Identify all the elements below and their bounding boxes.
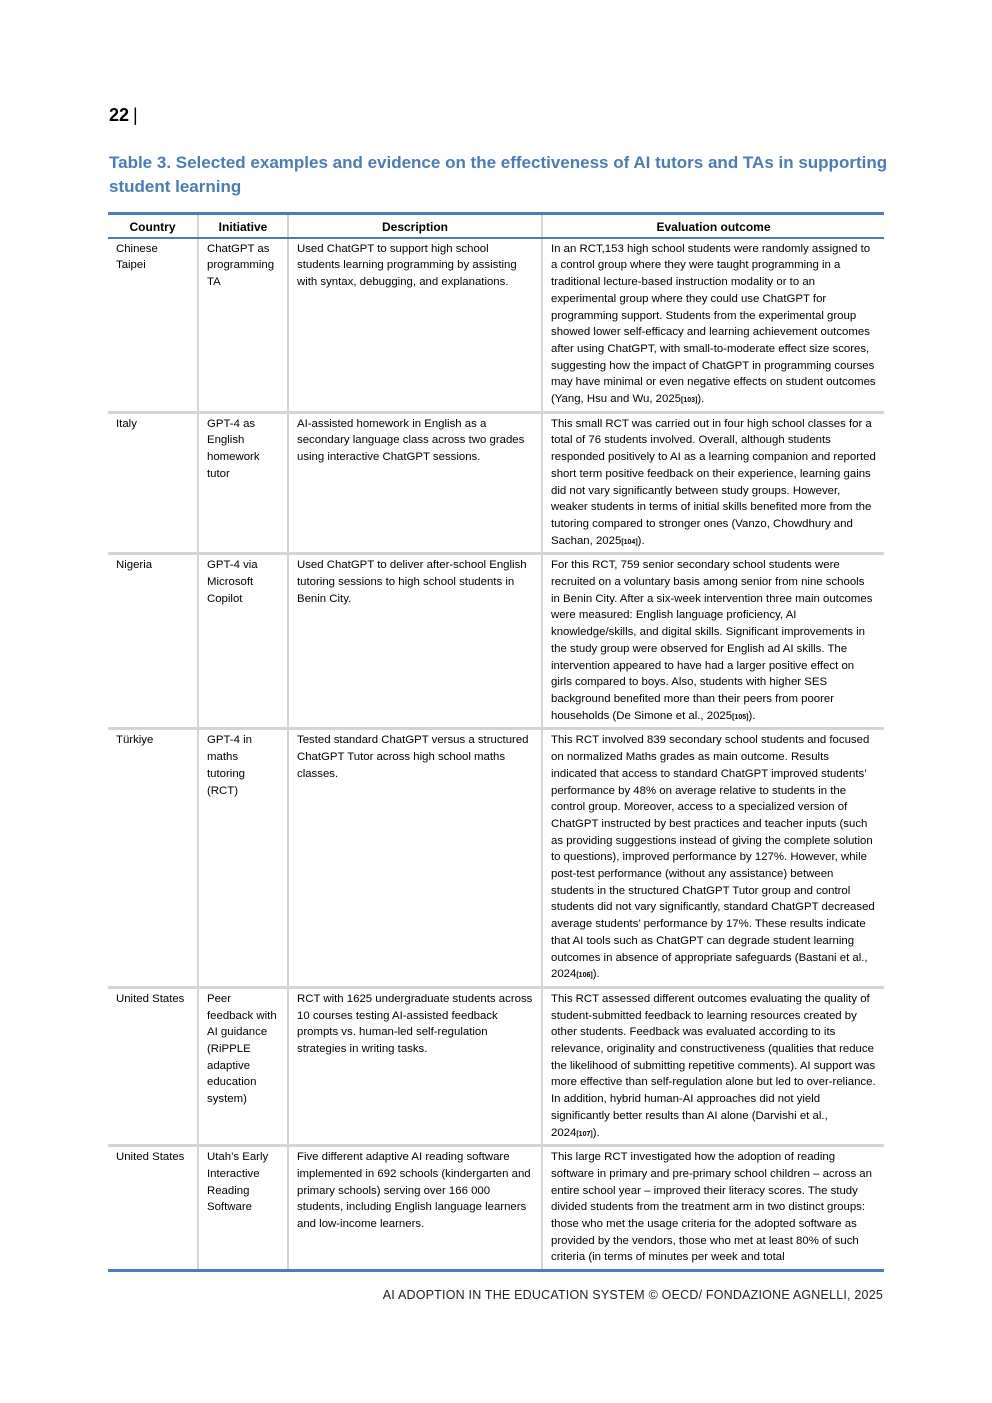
cell-initiative: Utah’s Early Interactive Reading Software xyxy=(198,1146,288,1271)
outcome-end: ). xyxy=(592,1126,600,1139)
evidence-table xyxy=(108,212,884,1272)
cell-initiative: GPT-4 in maths tutoring (RCT) xyxy=(198,729,288,988)
outcome-end: ). xyxy=(592,968,600,981)
cell-outcome xyxy=(542,554,884,729)
table-row xyxy=(108,729,884,988)
reference-marker: [103] xyxy=(681,397,698,405)
cell-description: Used ChatGPT to deliver after-school English tutoring sessions to high school students in Benin City. xyxy=(288,554,542,729)
cell-country: Nigeria xyxy=(108,554,198,729)
outcome-end: ). xyxy=(637,534,645,547)
reference-marker: [107] xyxy=(576,1130,593,1138)
page-number xyxy=(109,105,138,126)
table-header xyxy=(108,214,884,238)
cell-country: Italy xyxy=(108,412,198,554)
outcome-end: ). xyxy=(697,393,705,406)
cell-country: United States xyxy=(108,1146,198,1271)
cell-outcome xyxy=(542,412,884,554)
cell-country: Türkiye xyxy=(108,729,198,988)
header-country: Country xyxy=(108,214,198,238)
table-row xyxy=(108,238,884,413)
outcome-text: This large RCT investigated how the adoption of reading software in primary and pre-primary school children – across an entire school year – improved their literacy scores. The study divided students from the treatment arm in two distinct groups: those who met the usage criteria for the adopted software as provided by the vendors, those who met at least 80% of such criteria (in terms of minutes per week and total xyxy=(551,1151,872,1264)
reference-marker: [106] xyxy=(576,972,593,980)
cell-country: United States xyxy=(108,987,198,1145)
cell-description: Five different adaptive AI reading software implemented in 692 schools (kindergarten and primary schools) serving over 166 000 students, including English language learners and low-income learners. xyxy=(288,1146,542,1271)
cell-description: RCT with 1625 undergraduate students across 10 courses testing AI-assisted feedback prompts vs. human-led self-regulation strategies in writing tasks. xyxy=(288,987,542,1145)
page-number-value: 22 xyxy=(109,105,130,125)
header-initiative: Initiative xyxy=(198,214,288,238)
table-row xyxy=(108,412,884,554)
table-title: Table 3. Selected examples and evidence on the effectiveness of AI tutors and TAs in supporting student learning xyxy=(109,153,888,196)
cell-initiative: Peer feedback with AI guidance (RiPPLE adaptive education system) xyxy=(198,987,288,1145)
cell-outcome xyxy=(542,238,884,413)
outcome-text: This RCT assessed different outcomes evaluating the quality of student-submitted feedback to learning resources created by other students. Feedback was evaluated according to its relevance, originality and constructiveness (qualities that reduce the likelihood of submitting repetitive comments). AI support was more effective than self-regulation alone but led to over-reliance. In addition, hybrid human-AI approaches did not yield significantly better results than AI alone (Darvishi et al., 2024 xyxy=(551,992,876,1139)
reference-marker: [105] xyxy=(732,713,749,721)
cell-description: Tested standard ChatGPT versus a structured ChatGPT Tutor across high school maths classes. xyxy=(288,729,542,988)
cell-country: Chinese Taipei xyxy=(116,242,158,272)
cell-outcome xyxy=(542,729,884,988)
outcome-text: For this RCT, 759 senior secondary school students were recruited on a voluntary basis among senior from nine schools in Benin City. After a six-week intervention three main outcomes were measured: English language proficiency, AI knowledge/skills, and digital skills. Significant improvements in the study group were observed for English ad AI skills. The intervention appeared to have had a larger positive effect on girls compared to boys. Also, students with higher SES background benefited more than their peers from poorer households (De Simone et al., 2025 xyxy=(551,559,873,722)
cell-outcome xyxy=(542,1146,884,1271)
header-row xyxy=(108,214,884,238)
page-number-separator: | xyxy=(133,105,138,125)
table-row xyxy=(108,554,884,729)
cell-description: Used ChatGPT to support high school students learning programming by assisting with syntax, debugging, and explanations. xyxy=(288,238,542,413)
outcome-text: This RCT involved 839 secondary school students and focused on normalized Maths grades as main outcome. Results indicated that access to standard ChatGPT improved students’ performance by 48% on average relative to students in the control group. Moreover, access to a specialized version of ChatGPT instructed by best practices and teacher inputs (such as providing suggestions instead of giving the complete solution to questions), improved performance by 127%. However, while post-test performance (without any assistance) between students in the structured ChatGPT Tutor group and control students did not vary significantly, standard ChatGPT decreased average students’ performance by 17%. These results indicate that AI tools such as ChatGPT can degrade student learning outcomes in absence of appropriate safeguards (Bastani et al., 2024 xyxy=(551,734,875,981)
cell-initiative: GPT-4 as English homework tutor xyxy=(198,412,288,554)
header-description: Description xyxy=(288,214,542,238)
cell-outcome xyxy=(542,987,884,1145)
outcome-text: In an RCT,153 high school students were randomly assigned to a control group where they were taught programming in a traditional lecture-based instruction modality or to an experimental group where they could use ChatGPT for programming support. Students from the experimental group showed lower self-efficacy and learning achievement outcomes after using ChatGPT, with small-to-moderate effect size scores, suggesting how the impact of ChatGPT in programming courses may have minimal or even negative effects on student outcomes (Yang, Hsu and Wu, 2025 xyxy=(551,242,876,406)
outcome-end: ). xyxy=(748,709,756,722)
reference-marker: [104] xyxy=(621,538,638,546)
page-footer: AI ADOPTION IN THE EDUCATION SYSTEM © OECD/ FONDAZIONE AGNELLI, 2025 xyxy=(382,1288,883,1302)
table-body xyxy=(108,238,884,1271)
cell-initiative: GPT-4 via Microsoft Copilot xyxy=(198,554,288,729)
header-outcome: Evaluation outcome xyxy=(542,214,884,238)
table-row xyxy=(108,1146,884,1271)
outcome-text: This small RCT was carried out in four high school classes for a total of 76 students involved. Overall, although students responded positively to AI as a learning companion and reported short term positive feedback on their experience, learning gains did not vary significantly between study groups. However, weaker students in terms of initial skills benefited more from the tutoring compared to stronger ones (Vanzo, Chowdhury and Sachan, 2025 xyxy=(551,417,876,547)
cell-initiative: ChatGPT as programming TA xyxy=(198,238,288,413)
cell-description: AI-assisted homework in English as a secondary language class across two grades using interactive ChatGPT sessions. xyxy=(288,412,542,554)
table-row xyxy=(108,987,884,1145)
